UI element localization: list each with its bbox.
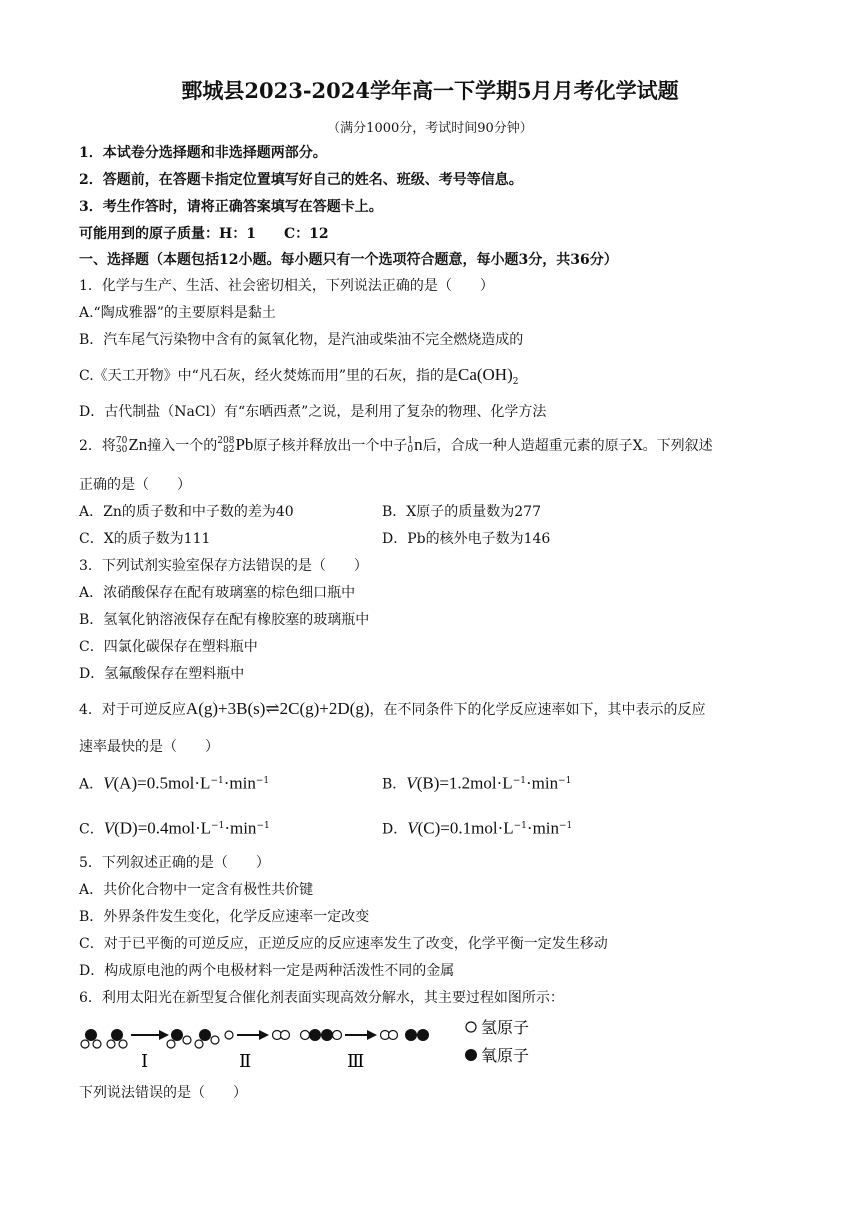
q4-option-a-value: (A)=0.5mol·L	[113, 773, 211, 793]
instruction-2: 2．答题前，在答题卡指定位置填写好自己的姓名、班级、考号等信息。	[79, 172, 523, 188]
q3-option-b: B．氢氧化钠溶液保存在配有橡胶塞的玻璃瓶中	[79, 612, 370, 628]
unit-min: ·min	[525, 773, 559, 793]
q2-stem	[79, 436, 713, 455]
q3-option-a: A．浓硝酸保存在配有玻璃塞的棕色细口瓶中	[79, 585, 356, 601]
unit-min: ·min	[224, 818, 257, 838]
q4-option-c	[79, 817, 270, 839]
q6-stem: 6．利用太阳光在新型复合催化剂表面实现高效分解水，其主要过程如图所示：	[79, 990, 564, 1006]
q2-stem-cont: 正确的是（ ）	[79, 477, 191, 493]
q4-option-c-label: C．	[79, 821, 104, 838]
q1-option-c-sub: 2	[512, 376, 519, 387]
water-splitting-diagram	[79, 1015, 539, 1073]
q4-option-b-label: B．	[382, 776, 407, 793]
exponent: −1	[559, 821, 573, 831]
zn-symbol: Zn	[128, 435, 148, 454]
exponent: −1	[513, 821, 527, 831]
legend-oxygen-icon	[465, 1049, 477, 1061]
q1-option-d: D．古代制盐（NaCl）有“东晒西煮”之说，是利用了复杂的物理、化学方法	[79, 404, 547, 420]
q5-option-c: C．对于已平衡的可逆反应，正逆反应的反应速率发生了改变，化学平衡一定发生移动	[79, 936, 608, 952]
q4-option-a-label: A．	[79, 776, 104, 793]
step-1-label: Ⅰ	[141, 1051, 149, 1072]
stage-1-products	[167, 1029, 219, 1048]
q2-stem-part: 原子核并释放出一个中子	[253, 438, 408, 454]
unit-min: ·min	[526, 818, 560, 838]
q5-option-d: D．构成原电池的两个电极材料一定是两种活泼性不同的金属	[79, 963, 455, 979]
legend-oxygen-label: 氧原子	[481, 1046, 530, 1065]
q2-option-c: C．X的质子数为111	[79, 531, 211, 547]
q1-option-c-formula: Ca(OH)	[457, 365, 513, 384]
q4-option-b-value: (B)=1.2mol·L	[416, 773, 513, 793]
q5-stem: 5．下列叙述正确的是（ ）	[79, 855, 270, 871]
hydrogen-atom	[225, 1031, 233, 1039]
exponent: −1	[210, 776, 224, 786]
step-3-label: Ⅲ	[347, 1051, 365, 1072]
q1-option-c	[79, 366, 518, 391]
q3-option-c: C．四氯化碳保存在塑料瓶中	[79, 639, 258, 655]
q6-question: 下列说法错误的是（ ）	[79, 1085, 247, 1101]
pb-symbol: Pb	[235, 435, 254, 454]
q3-option-d: D．氢氟酸保存在塑料瓶中	[79, 666, 245, 682]
q2-option-b: B．X原子的质量数为277	[382, 504, 541, 520]
q4-option-d	[382, 817, 572, 839]
pb-isotope	[217, 437, 234, 455]
exponent: −1	[558, 776, 572, 786]
arrow-1-head	[159, 1030, 169, 1040]
rate-symbol: V	[103, 818, 115, 838]
peroxide-molecule	[301, 1029, 342, 1041]
q2-option-d: D．Pb的核外电子数为146	[382, 531, 551, 547]
q2-stem-part: 后，合成一种人造超重元素的原子X。下列叙述	[422, 438, 713, 454]
q4-equation: A(g)+3B(s)⇌2C(g)+2D(g)	[185, 699, 370, 718]
pb-mass-number: 208	[217, 436, 235, 446]
rate-symbol: V	[103, 773, 114, 793]
unit-min: ·min	[223, 773, 256, 793]
zn-mass-number: 70	[115, 436, 128, 446]
page-subtitle: （满分1000分，考试时间90分钟）	[327, 121, 533, 136]
page-title: 鄄城县2023-2024学年高一下学期5月月考化学试题	[181, 78, 679, 103]
arrow-2-head	[259, 1030, 269, 1040]
q4-option-d-label: D．	[382, 821, 408, 838]
section-heading: 一、选择题（本题包括12小题。每小题只有一个选项符合题意，每小题3分，共36分）	[79, 252, 618, 268]
step-2-label: Ⅱ	[239, 1051, 252, 1072]
q1-stem: 1．化学与生产、生活、社会密切相关，下列说法正确的是（ ）	[79, 278, 494, 294]
neutron-isotope	[407, 437, 413, 455]
rate-symbol: V	[406, 773, 417, 793]
q5-option-a: A．共价化合物中一定含有极性共价键	[79, 882, 314, 898]
legend-hydrogen-label: 氢原子	[481, 1018, 530, 1037]
zn-atomic-number: 30	[115, 445, 128, 455]
q2-stem-part: 2．将	[79, 438, 116, 454]
neutron-mass-number: 1	[407, 436, 414, 446]
q4-option-a	[79, 772, 269, 794]
pb-atomic-number: 82	[223, 445, 235, 455]
rate-symbol: V	[407, 818, 418, 838]
q1-option-a: A.“陶成雅器”的主要原料是黏土	[79, 305, 276, 321]
neutron-charge-number: 0	[407, 445, 414, 455]
q1-option-b: B．汽车尾气污染物中含有的氮氧化物，是汽油或柴油不完全燃烧造成的	[79, 332, 524, 348]
water-molecules	[81, 1029, 127, 1048]
atomic-mass: 可能用到的原子质量：H：1 C：12	[79, 226, 329, 242]
exponent: −1	[211, 821, 225, 831]
arrow-3-head	[367, 1030, 377, 1040]
q4-stem-cont: 速率最快的是（ ）	[79, 739, 219, 755]
exponent: −1	[255, 776, 270, 786]
o2-product	[405, 1029, 417, 1041]
exponent: −1	[512, 776, 526, 786]
q1-option-c-text: C.《天工开物》中“凡石灰，经火焚炼而用”里的石灰，指的是	[79, 368, 458, 384]
instruction-1: 1．本试卷分选择题和非选择题两部分。	[79, 145, 327, 161]
instruction-3: 3．考生作答时，请将正确答案填写在答题卡上。	[79, 199, 383, 215]
q4-stem	[79, 700, 705, 719]
exponent: −1	[256, 821, 270, 831]
q4-stem-part: ，在不同条件下的化学反应速率如下，其中表示的反应	[369, 702, 706, 718]
q4-option-b	[382, 772, 571, 794]
q2-stem-part: 撞入一个的	[147, 438, 218, 454]
q4-option-c-value: (D)=0.4mol·L	[114, 818, 212, 838]
q4-option-d-value: (C)=0.1mol·L	[417, 818, 514, 838]
q2-option-a: A．Zn的质子数和中子数的差为40	[79, 504, 294, 520]
q4-stem-part: 4．对于可逆反应	[79, 702, 186, 718]
zn-isotope	[116, 437, 127, 455]
q3-stem: 3．下列试剂实验室保存方法错误的是（ ）	[79, 558, 368, 574]
legend-hydrogen-icon	[466, 1022, 476, 1032]
neutron-symbol: n	[414, 435, 423, 454]
q5-option-b: B．外界条件发生变化，化学反应速率一定改变	[79, 909, 370, 925]
